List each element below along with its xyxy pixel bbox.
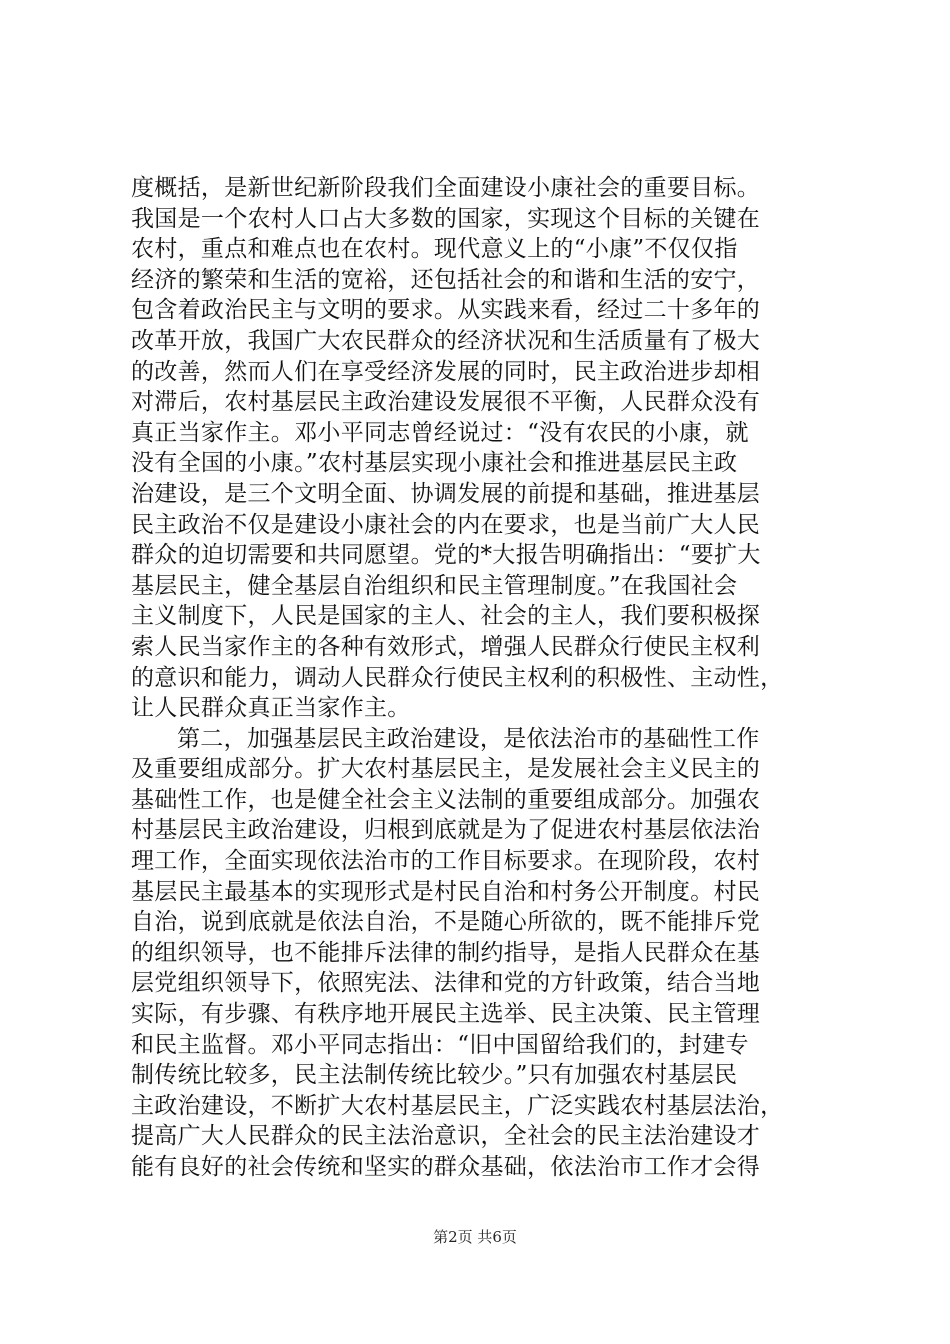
text-line: 制传统比较多，民主法制传统比较少。”只有加强农村基层民	[131, 1062, 738, 1089]
text-line: 及重要组成部分。扩大农村基层民主，是发展社会主义民主的	[131, 756, 761, 783]
text-line: 让人民群众真正当家作主。	[131, 695, 411, 722]
text-line: 和民主监督。邓小平同志指出：“旧中国留给我们的，封建专	[131, 1031, 749, 1058]
text-line: 真正当家作主。邓小平同志曾经说过：“没有农民的小康，就	[131, 419, 749, 446]
text-line: 基础性工作，也是健全社会主义法制的重要组成部分。加强农	[131, 786, 761, 813]
text-line: 村基层民主政治建设，归根到底就是为了促进农村基层依法治	[131, 817, 761, 844]
text-line: 经济的繁荣和生活的宽裕，还包括社会的和谐和生活的安宁，	[131, 266, 761, 293]
text-line: 农村，重点和难点也在农村。现代意义上的“小康”不仅仅指	[131, 236, 738, 263]
text-line: 的组织领导，也不能排斥法律的制约指导，是指人民群众在基	[131, 939, 761, 966]
page-footer	[0, 1226, 950, 1247]
text-line: 提高广大人民群众的民主法治意识，全社会的民主法治建设才	[131, 1123, 761, 1150]
text-line: 治建设，是三个文明全面、协调发展的前提和基础，推进基层	[131, 480, 761, 507]
text-line: 实际，有步骤、有秩序地开展民主选举、民主决策、民主管理	[131, 1001, 761, 1028]
text-line: 的意识和能力，调动人民群众行使民主权利的积极性、主动性，	[131, 664, 784, 691]
text-line: 能有良好的社会传统和坚实的群众基础，依法治市工作才会得	[131, 1154, 761, 1180]
text-line: 改革开放，我国广大农民群众的经济状况和生活质量有了极大	[131, 327, 761, 354]
text-line: 我国是一个农村人口占大多数的国家，实现这个目标的关键在	[131, 205, 761, 232]
text-line: 基层民主最基本的实现形式是村民自治和村务公开制度。村民	[131, 878, 761, 905]
text-line: 主政治建设，不断扩大农村基层民主，广泛实践农村基层法治，	[131, 1092, 784, 1119]
text-line: 群众的迫切需要和共同愿望。党的*大报告明确指出：“要扩大	[131, 542, 761, 569]
text-line: 民主政治不仅是建设小康社会的内在要求，也是当前广大人民	[131, 511, 761, 538]
text-line: 包含着政治民主与文明的要求。从实践来看，经过二十多年的	[131, 297, 761, 324]
text-line: 度概括，是新世纪新阶段我们全面建设小康社会的重要目标。	[131, 175, 761, 201]
text-line: 的改善，然而人们在享受经济发展的同时，民主政治进步却相	[131, 358, 761, 385]
text-line: 对滞后，农村基层民主政治建设发展很不平衡，人民群众没有	[131, 389, 761, 416]
page-number: 第2页 共6页	[433, 1228, 517, 1246]
text-line: 基层民主，健全基层自治组织和民主管理制度。”在我国社会	[131, 572, 738, 599]
paragraph-start-line: 第二，加强基层民主政治建设，是依法治市的基础性工作	[177, 725, 760, 752]
body-text	[131, 173, 831, 1183]
text-line: 索人民当家作主的各种有效形式，增强人民群众行使民主权利	[131, 633, 761, 660]
text-line: 没有全国的小康。”农村基层实现小康社会和推进基层民主政	[131, 450, 738, 477]
text-line: 自治，说到底就是依法自治，不是随心所欲的，既不能排斥党	[131, 909, 761, 936]
text-line: 层党组织领导下，依照宪法、法律和党的方针政策，结合当地	[131, 970, 761, 997]
text-line: 理工作，全面实现依法治市的工作目标要求。在现阶段，农村	[131, 848, 761, 875]
text-line: 主义制度下，人民是国家的主人、社会的主人，我们要积极探	[131, 603, 761, 630]
